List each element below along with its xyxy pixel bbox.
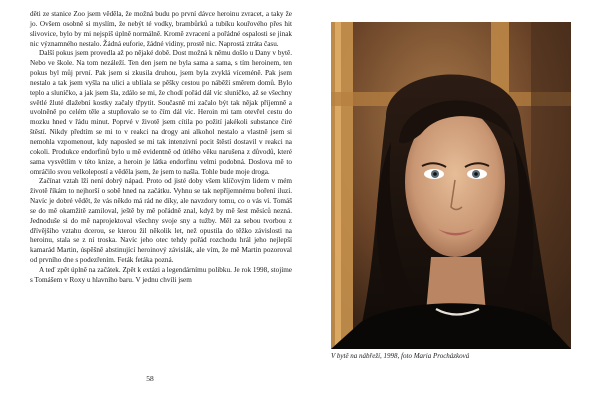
photo-caption: V bytě na nábřeží, 1998, foto Maria Procházková xyxy=(331,352,470,360)
page-number: 58 xyxy=(146,374,154,383)
body-text xyxy=(30,10,292,286)
paragraph-1: děti ze stanice Zoo jsem věděla, že možná budu po první dávce heroinu zvracet, a taky že jo. Ovšem osobně si myslím, že nebýt té vodky, brambůrků a tubíku kouřového přes hit slivovice, bylo by mi nejspíš úplně normálně. Kromě zvracení a pořádné ospalosti se jinak nic významného nestalo. Žádná euforie, žádné vidiny, prostě nic. Naprostá ztráta času. xyxy=(30,10,292,48)
paragraph-4: A teď zpět úplně na začátek. Zpět k extázi a legendárnímu polibku. Je rok 1998, stojíme s Tomášem v Roxy u hlavního baru. V jednu chvíli jsem xyxy=(30,265,292,284)
paragraph-3: Začínat vztah lží není dobrý nápad. Proto od jisté doby všem klíčovým lidem v mém životě říkám to nejhorší o sobě hned na začátku. Vyhnu se tak nepříjemnému boření iluzí. Navíc je dobré vědět, že vás někdo má rád ne díky, ale navzdory tomu, co o vás ví. Tomáš se do mě okamžitě zamiloval, ještě by mě pořádně znal, když by mě šest měsíců nezná. Jednoduše si do mě naprojektoval všechny svoje sny a tužby. Měl za sebou tvorbou z dřívějšího vztahu dcerou, se kterou žil několik let, než opustila do těžko závislosti na heroinu, stala se z ní troska. Navíc jeho otec tehdy pořád rozchodu hrál jeho nejlepší kamarád Martin, úspěšně abstinující heroinový závislák, ale vím, že mě Martin pozoroval od prvního dne s podezřením. Feták fetáka pozná. xyxy=(30,177,292,265)
portrait-photo xyxy=(331,22,571,349)
paragraph-2: Další pokus jsem provedla až po nějaké době. Dost možná k němu došlo u Dany v bytě. Nebo ve škole. Na tom nezáleží. Ten den jsem ne byla sama a sama, s tím heroinem, ten pokus byl můj první. Pak jsem si zkusila druhou, jsem byla zvyklá víceméně. Pak jsem nestalo a tak jsem vyšla na ulici a ublíala se pěšky cestou po náběží směrem domů. Bylo teplo a sluníčko, a jak jsem šla, zdálo se mi, že chodí pořád dál víc sluníčko, až se všechny světlé žluté dlažební kostky začaly třpytit. Současně mi začalo být tak nějak příjemně a uvolněně po celém těle a stupňovalo se to čím dál víc. Heroin mi tam otevřel cestu do mozku hned v řádu minut. Poprvé v životě jsem cítila po požití jakékoli substance čiré štěstí. Nikdy předtím se mi to v reakci na drogy ani alkohol nestalo a vlastně jsem si nemohla vzpomenout, kdy naposled se mi tak intenzivní pocit štěstí dostavil v reakci na cokoli. Produkce endorfinů bylo u mě evidentně od útlého věku narušena z důvodů, které sama vysvětlím v této knize, a heroin je látka endorfinu velmi podobná. Doslova mě to omráčilo svou velkolepostí a věděla jsem, že jsem to našla. Tohle bude moje droga. xyxy=(30,49,292,176)
